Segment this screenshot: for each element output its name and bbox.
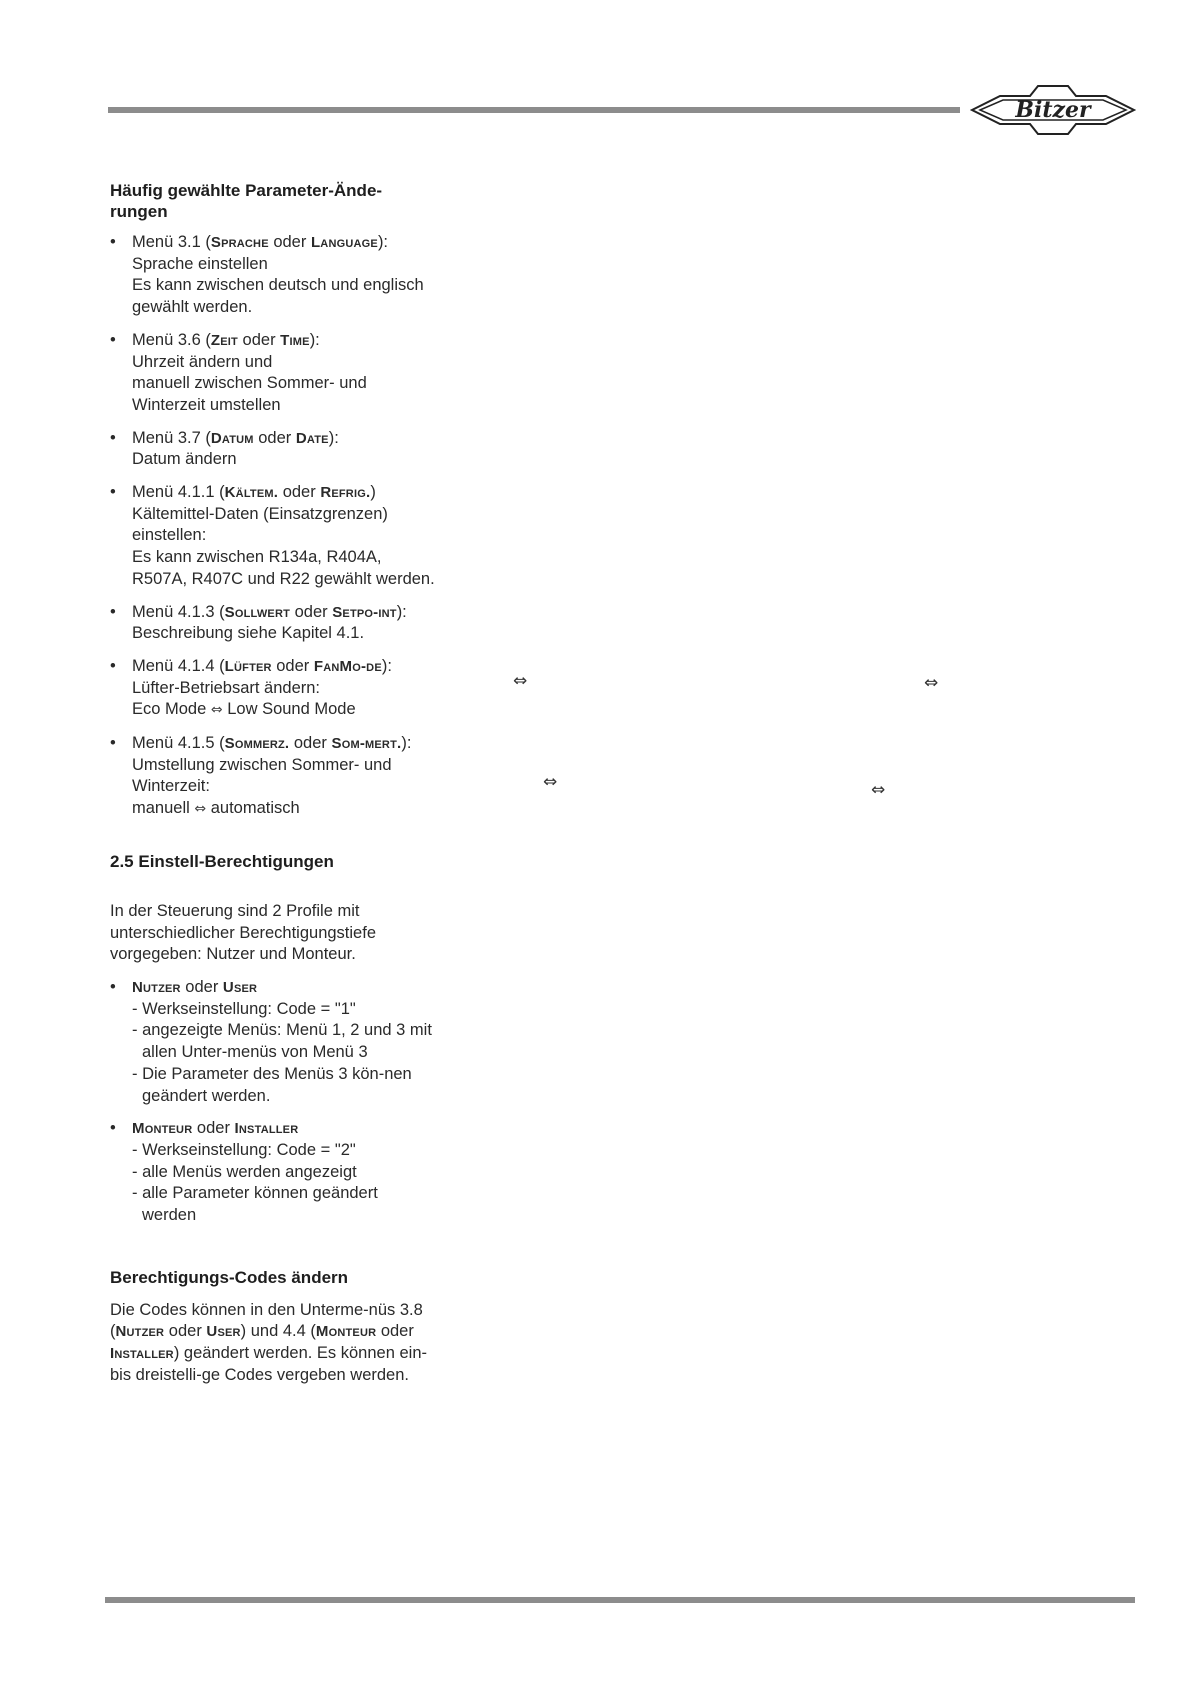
profile-detail: - Die Parameter des Menüs 3 kön-nen geändert werden. [132, 1064, 412, 1105]
item-description: Es kann zwischen deutsch und englisch gewählt werden. [132, 276, 424, 317]
list-item: • Menü 4.1.4 (Lüfter oder FanMo-de): Lüfter-Betriebsart ändern: Eco Mode ⇔ Low Sound Mode [110, 656, 435, 722]
double-arrow-icon: ⇔ [194, 801, 207, 818]
double-arrow-icon: ⇔ [543, 772, 558, 792]
list-item: • Menü 3.7 (Datum oder Date): Datum ändern [110, 428, 435, 471]
heading-change-codes: Berechtigungs-Codes ändern [110, 1267, 349, 1287]
bitzer-logo [970, 82, 1136, 138]
profile-detail: - Werkseinstellung: Code = "1" [132, 999, 356, 1018]
profile-detail: - alle Menüs werden angezeigt [132, 1162, 357, 1181]
item-description: Uhrzeit ändern und [132, 352, 273, 371]
list-item: • Menü 3.1 (Sprache oder Language): Sprache einstellen Es kann zwischen deutsch und englisch gewählt werden. [110, 232, 435, 319]
profile-detail: - angezeigte Menüs: Menü 1, 2 und 3 mit allen Unter-menüs von Menü 3 [132, 1021, 432, 1062]
profile-detail: - Werkseinstellung: Code = "2" [132, 1140, 356, 1159]
header-rule [108, 107, 960, 113]
double-arrow-icon: ⇔ [871, 780, 886, 800]
item-description: Datum ändern [132, 450, 237, 469]
item-description: Beschreibung siehe Kapitel 4.1. [132, 624, 365, 643]
list-item: • Menü 4.1.5 (Sommerz. oder Som-mert.): Umstellung zwischen Sommer- und Winterzeit: manuell ⇔ automatisch [110, 733, 435, 821]
permissions-intro: In der Steuerung sind 2 Profile mit unterschiedlicher Berechtigungstiefe vorgegeben: Nutzer und Monteur. [110, 901, 376, 964]
parameter-list [110, 232, 435, 821]
main-column [110, 180, 435, 1387]
item-description: manuell zwischen Sommer- und Winterzeit umstellen [132, 374, 367, 414]
heading-permissions: 2.5 Einstell-Berechtigungen [110, 851, 334, 871]
double-arrow-icon: ⇔ [210, 702, 223, 719]
item-description: Lüfter-Betriebsart ändern: [132, 678, 321, 697]
list-item: • Menü 3.6 (Zeit oder Time): Uhrzeit ändern und manuell zwischen Sommer- und Winterzeit umstellen [110, 330, 435, 417]
double-arrow-icon: ⇔ [513, 671, 528, 691]
item-description: Umstellung zwischen Sommer- und Winterzeit: [132, 755, 392, 796]
footer-rule [105, 1597, 1135, 1603]
profile-user: • Nutzer oder User - Werkseinstellung: Code = "1" - angezeigte Menüs: Menü 1, 2 und 3 mit allen Unter-menüs von Menü 3 - Die Parameter des Menüs 3 kön-nen geändert werden. [110, 977, 435, 1107]
profile-list [110, 977, 435, 1227]
double-arrow-icon: ⇔ [924, 673, 939, 693]
item-description: Es kann zwischen R134a, R404A, R507A, R407C und R22 gewählt werden. [132, 548, 435, 588]
codes-paragraph: Die Codes können in den Unterme-nüs 3.8 (Nutzer oder User) und 4.4 (Monteur oder Installer) geändert werden. Es können ein- bis dreistelli-ge Codes vergeben werden. [110, 1300, 427, 1384]
heading-frequent-changes: Häufig gewählte Parameter-Ände-rungen [110, 181, 383, 221]
list-item: • Menü 4.1.1 (Kältem. oder Refrig.) Kältemittel-Daten (Einsatzgrenzen) einstellen: Es kann zwischen R134a, R404A, R507A, R407C und R22 gewählt werden. [110, 482, 435, 591]
profile-detail: - alle Parameter können geändert werden [132, 1184, 378, 1225]
item-description: Kältemittel-Daten (Einsatzgrenzen) einstellen: [132, 504, 388, 545]
list-item: • Menü 4.1.3 (Sollwert oder Setpo-int): Beschreibung siehe Kapitel 4.1. [110, 602, 435, 645]
profile-installer: • Monteur oder Installer - Werkseinstellung: Code = "2" - alle Menüs werden angezeigt - alle Parameter können geändert werden [110, 1118, 435, 1227]
logo-text: Bitzer [1015, 97, 1091, 123]
